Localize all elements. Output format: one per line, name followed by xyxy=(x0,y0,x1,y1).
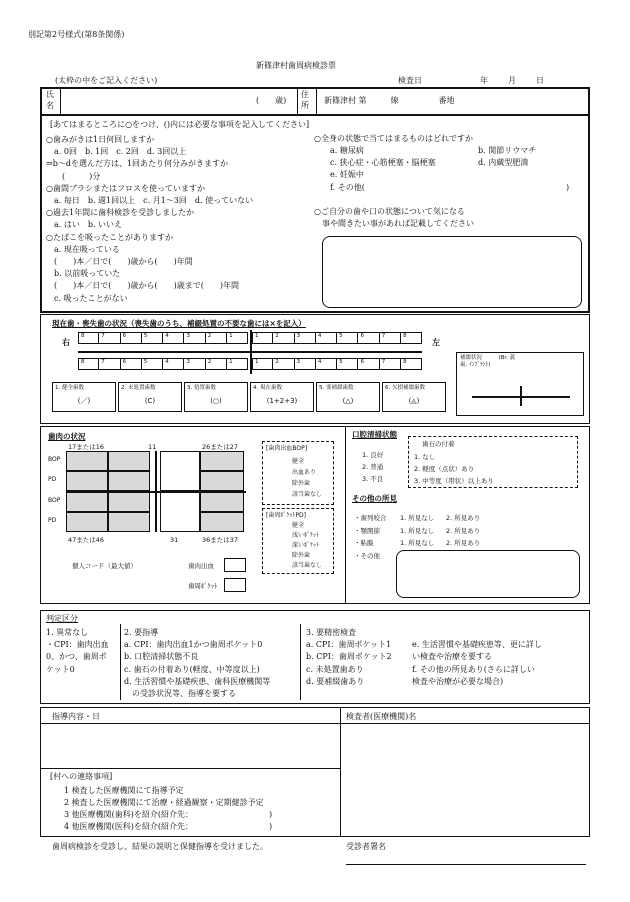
perio-cell-lr-pd[interactable] xyxy=(66,512,108,532)
judge-detail-e: e. 生活習慣や基礎疾患等、更に詳し xyxy=(412,640,542,650)
other-occlusion: ・歯列咬合 xyxy=(354,514,387,522)
perio-cell-ur2-bop[interactable] xyxy=(108,451,150,471)
perio-cell-ul-bop[interactable] xyxy=(200,451,244,471)
teeth-title: 現在歯・喪失歯の状況（喪失歯のうち、補綴処置の不要な歯には×を記入） xyxy=(52,319,306,328)
code-label: 個人コード（最大値） xyxy=(72,562,137,570)
tooth-ll-3[interactable]: 3 xyxy=(295,358,316,370)
tmj-present[interactable]: 2. 所見あり xyxy=(446,526,481,535)
legend-need-prosthesis-label: 5. 要補綴歯数 xyxy=(319,385,354,391)
tooth-ll-5[interactable]: 5 xyxy=(337,358,358,370)
perio-cell-lr2-pd[interactable] xyxy=(108,512,150,532)
exam-date-day: 日 xyxy=(536,76,544,85)
perio-cell-ur-pd[interactable] xyxy=(66,471,108,491)
judgement-frame xyxy=(40,610,590,703)
concern-textarea[interactable] xyxy=(322,236,582,308)
contact-2[interactable]: 2 検査した医療機関にて治療・経過観察・定期健診予定 xyxy=(64,798,264,807)
bop-item-healthy: 健全 xyxy=(292,458,305,465)
examiner-field[interactable] xyxy=(342,725,588,835)
tmj-none[interactable]: 1. 所見なし xyxy=(400,526,435,535)
name-label-2: 名 xyxy=(46,101,54,110)
tooth-ur-3[interactable]: 3 xyxy=(184,332,205,344)
signature-label: 受診者署名 xyxy=(346,842,386,851)
pd-legend-items xyxy=(292,521,322,571)
name-label-1: 氏 xyxy=(46,90,54,99)
other-title: その他の所見 xyxy=(352,494,397,503)
q-smoking-a-detail[interactable]: ( )本／日で( )歳から( )年間 xyxy=(46,257,193,267)
exam-divider xyxy=(345,426,346,604)
code-pocket-label: 歯周ﾎﾟｹｯﾄ xyxy=(188,582,218,590)
tooth-ur-1[interactable]: 1 xyxy=(227,332,248,344)
judge-detail[interactable]: 3. 要精密検査 xyxy=(306,628,357,637)
opt-diabetes[interactable]: a. 糖尿病 xyxy=(330,146,364,155)
q-smoking-b-detail[interactable]: ( )本／日で( )歳から( )歳まで( )年間 xyxy=(46,281,239,291)
perio-bottom-1: 47または46 xyxy=(68,536,105,544)
legend-need-prosthesis-sym: (△) xyxy=(342,396,354,405)
code-bleed-box[interactable] xyxy=(224,558,246,572)
consent-text: 歯周病検診を受診し、結果の説明と保健指導を受けました。 xyxy=(52,842,268,851)
perio-cell-ur-bop[interactable] xyxy=(66,451,108,471)
address-label-2: 所 xyxy=(301,101,309,110)
opt-other-close: ) xyxy=(566,183,570,192)
age-field[interactable]: ( 歳) xyxy=(256,96,287,105)
contact-1[interactable]: 1 検査した医療機関にて指導予定 xyxy=(64,786,184,795)
tooth-ur-2[interactable]: 2 xyxy=(206,332,227,344)
perio-bottom-3: 36または37 xyxy=(202,536,239,544)
perio-row-pd-upper: PD xyxy=(48,476,57,483)
exam-date-year: 年 xyxy=(480,76,488,85)
tooth-ur-8[interactable]: 8 xyxy=(78,332,99,344)
pd-item-healthy: 健全 xyxy=(292,522,305,529)
questionnaire-left xyxy=(46,134,253,305)
calculus-mild[interactable]: 2. 軽度（点状）あり xyxy=(414,465,475,473)
judge-detail-a: a. CPI：歯周ポケット1 xyxy=(306,640,392,650)
bop-item-bleeding: 出血あり xyxy=(292,469,317,476)
oral-normal[interactable]: 2. 普通 xyxy=(362,463,384,471)
legend-prosthesis[interactable] xyxy=(382,382,446,412)
tooth-lr-6[interactable]: 6 xyxy=(121,358,142,370)
bop-legend-title: [歯肉出血BOP] xyxy=(266,445,308,452)
q-smoking-c[interactable]: c. 吸ったことがない xyxy=(46,293,128,303)
tooth-ul-6[interactable]: 6 xyxy=(358,332,379,344)
prosthesis-label: 補綴状況 (Br. 義 歯. ｲﾝﾌﾟﾗﾝﾄ) xyxy=(460,355,516,368)
pd-item-none: 該当歯なし xyxy=(292,562,323,569)
judge-detail-b: b. CPI：歯周ポケット2 xyxy=(306,652,392,662)
legend-healthy-sym: (／) xyxy=(77,396,91,405)
guidance-field[interactable] xyxy=(42,725,338,765)
perio-cell-lr2-bop[interactable] xyxy=(108,492,150,512)
tooth-lr-3[interactable]: 3 xyxy=(184,358,205,370)
opt-other[interactable]: f. その他( xyxy=(330,183,365,192)
code-bleed-label: 歯肉出血 xyxy=(188,562,214,570)
judge-guidance[interactable]: 2. 要指導 xyxy=(124,628,159,637)
form-id: 別記第2号様式(第8条関係) xyxy=(28,30,125,39)
legend-treated[interactable] xyxy=(184,382,248,412)
tooth-ul-1[interactable]: 1 xyxy=(252,332,273,344)
calculus-moderate[interactable]: 3. 中等度（帯状）以上あり xyxy=(414,477,494,485)
legend-prosthesis-sym: (◬) xyxy=(408,396,420,405)
tooth-lr-1[interactable]: 1 xyxy=(227,358,248,370)
legend-need-prosthesis[interactable] xyxy=(316,382,380,412)
perio-row-pd-lower: PD xyxy=(48,517,57,524)
tooth-ul-5[interactable]: 5 xyxy=(337,332,358,344)
lower-right-teeth xyxy=(78,358,248,370)
tooth-ul-2[interactable]: 2 xyxy=(273,332,294,344)
q-minutes-field[interactable]: ( )分 xyxy=(46,171,101,181)
occlusion-present[interactable]: 2. 所見あり xyxy=(446,514,481,522)
guidance-title: 指導内容・日 xyxy=(52,712,100,721)
signature-line xyxy=(346,864,586,865)
perio-row-bop-upper: BOP xyxy=(48,456,61,463)
perio-top-3: 26または27 xyxy=(202,443,239,451)
perio-cell-lr-bop[interactable] xyxy=(66,492,108,512)
prosthesis-vline xyxy=(520,386,522,406)
other-mucosa: ・粘膜 xyxy=(354,539,374,547)
judge-guidance-d2: の受診状況等、指導を要する xyxy=(124,689,236,699)
bop-item-none: 該当歯なし xyxy=(292,491,323,498)
judge-guidance-d: d. 生活習慣や基礎疾患、歯科医療機関等 xyxy=(124,676,271,686)
pd-item-excluded: 除外歯 xyxy=(292,552,311,559)
oral-good[interactable]: 1. 良好 xyxy=(362,451,384,459)
tooth-ur-6[interactable]: 6 xyxy=(121,332,142,344)
oral-title: 口腔清掃状態 xyxy=(352,430,397,439)
judge-normal[interactable]: 1. 異常なし xyxy=(46,628,89,637)
tooth-lr-7[interactable]: 7 xyxy=(99,358,120,370)
legend-treated-sym: (○) xyxy=(210,396,222,405)
contact-4[interactable]: 4 他医療機関(医科)を紹介(紹介先： ) xyxy=(64,822,273,831)
name-field[interactable] xyxy=(62,89,262,113)
judge-guidance-b: b. 口腔清掃状態不良 xyxy=(124,652,199,662)
judge-detail-e2: い検査や治療を要する xyxy=(412,652,492,662)
perio-row-bop-lower: BOP xyxy=(48,497,61,504)
address-field[interactable]: 新篠津村 第 線 番地 xyxy=(324,96,455,105)
q-concern: ○ご自分の歯や口の状態について気になる xyxy=(314,207,465,216)
perio-cell-um[interactable] xyxy=(160,451,200,491)
legend-present[interactable] xyxy=(250,382,314,412)
lower-left-teeth xyxy=(252,358,422,370)
judge-guidance-a: a. CPI：歯肉出血1かつ歯周ポケット0 xyxy=(124,640,263,650)
calculus-items[interactable] xyxy=(414,451,494,487)
legend-untreated-sym: (C) xyxy=(144,396,156,405)
legend-healthy[interactable] xyxy=(52,382,116,412)
perio-cell-ll-pd[interactable] xyxy=(200,512,244,532)
opt-obesity[interactable]: d. 内蔵型肥満 xyxy=(478,158,529,167)
other-tmj: ・顎関節 xyxy=(354,526,380,535)
tooth-ur-4[interactable]: 4 xyxy=(163,332,184,344)
address-label-1: 住 xyxy=(301,90,309,99)
questionnaire-header: [あてはまるところに○をつけ、()内には必要な事項を記入してください] xyxy=(50,120,310,129)
tooth-ll-6[interactable]: 6 xyxy=(358,358,379,370)
judge-normal-2: 0、かつ、歯周ポ xyxy=(46,652,107,662)
occlusion-none[interactable]: 1. 所見なし xyxy=(400,514,435,522)
pd-item-deep: 深いﾎﾟｹｯﾄ xyxy=(292,542,320,549)
judge-normal-3: ケット0 xyxy=(46,664,75,674)
left-side-label: 左 xyxy=(432,338,440,347)
tooth-lr-2[interactable]: 2 xyxy=(206,358,227,370)
q-floss-options[interactable]: a. 毎日 b. 週1回以上 c. 月1〜3回 d. 使っていない xyxy=(46,196,254,206)
contact-title: [村への連絡事項] xyxy=(50,772,113,781)
q-checkup: ○過去1年間に歯科検診を受診しましたか xyxy=(46,208,195,218)
mucosa-present[interactable]: 2. 所見あり xyxy=(446,539,481,547)
legend-prosthesis-label: 6. 欠損補綴歯数 xyxy=(385,385,425,391)
judge-normal-1: ・CPI：歯肉出血 xyxy=(46,640,109,650)
upper-right-teeth xyxy=(78,332,248,344)
q-checkup-options[interactable]: a. はい b. いいえ xyxy=(46,220,123,230)
perio-cell-ll-bop[interactable] xyxy=(200,492,244,512)
legend-present-sym: (1+2+3) xyxy=(266,396,298,405)
bop-legend-items xyxy=(292,456,322,500)
tooth-ll-8[interactable]: 8 xyxy=(401,358,422,370)
perio-top-1: 17または16 xyxy=(68,443,105,451)
contact-3[interactable]: 3 他医療機関(歯科)を紹介(紹介先： ) xyxy=(64,810,273,819)
upper-left-teeth xyxy=(252,332,422,344)
tooth-ur-7[interactable]: 7 xyxy=(99,332,120,344)
pd-item-shallow: 浅いﾎﾟｹｯﾄ xyxy=(292,532,320,539)
contact-items[interactable] xyxy=(64,785,272,833)
other-v2[interactable] xyxy=(446,512,480,550)
tooth-ul-8[interactable]: 8 xyxy=(401,332,422,344)
exam-date-label: 検査日 xyxy=(398,76,422,85)
perio-cell-ul-pd[interactable] xyxy=(200,471,244,491)
perio-bottom-2: 31 xyxy=(170,536,179,544)
tooth-ul-7[interactable]: 7 xyxy=(380,332,401,344)
signature-field[interactable] xyxy=(346,850,586,864)
judge-detail-f2: 検査や治療が必要な場合) xyxy=(412,676,504,686)
exam-date-month: 月 xyxy=(508,76,516,85)
oral-poor[interactable]: 3. 不良 xyxy=(362,475,384,483)
q-concern-2: 事や聞きたい事があれば記載してください xyxy=(314,219,474,228)
opt-rheumatism[interactable]: b. 関節リウマチ xyxy=(478,146,537,155)
right-side-label: 右 xyxy=(62,338,70,347)
judgement-title: 判定区分 xyxy=(46,614,78,623)
q-smoking-a[interactable]: a. 現在吸っている xyxy=(46,244,120,254)
tooth-ll-1[interactable]: 1 xyxy=(252,358,273,370)
tooth-ur-5[interactable]: 5 xyxy=(142,332,163,344)
perio-title: 歯肉の状況 xyxy=(48,432,86,441)
tooth-lr-5[interactable]: 5 xyxy=(142,358,163,370)
tooth-lr-4[interactable]: 4 xyxy=(163,358,184,370)
q-floss: ○歯間ブラシまたはフロスを使っていますか xyxy=(46,183,205,193)
judge-detail-d: d. 要補綴歯あり xyxy=(306,676,365,686)
instruction: (太枠の中をご記入ください) xyxy=(55,76,158,85)
oral-items[interactable] xyxy=(362,449,383,485)
legend-healthy-label: 1. 健全歯数 xyxy=(55,385,84,391)
legend-untreated-label: 2. 未処置歯数 xyxy=(121,385,156,391)
tooth-ul-3[interactable]: 3 xyxy=(295,332,316,344)
code-pocket-box[interactable] xyxy=(224,578,246,592)
tooth-ll-2[interactable]: 2 xyxy=(273,358,294,370)
other-misc: ・その他 xyxy=(354,551,380,560)
examiner-label: 検査者(医療機関)名 xyxy=(346,712,417,721)
opt-pregnant[interactable]: e. 妊娠中 xyxy=(330,170,364,179)
tooth-ll-7[interactable]: 7 xyxy=(380,358,401,370)
perio-cell-lm[interactable] xyxy=(160,492,200,532)
legend-untreated[interactable] xyxy=(118,382,182,412)
perio-cell-ur2-pd[interactable] xyxy=(108,471,150,491)
other-labels xyxy=(354,512,387,562)
tooth-ul-4[interactable]: 4 xyxy=(316,332,337,344)
page-title: 新篠津村歯周病検診票 xyxy=(256,61,336,70)
calculus-title: 歯石の付着 xyxy=(422,440,455,448)
q-brushing-options[interactable]: a. 0回 b. 1回 c. 2回 d. 3回以上 xyxy=(46,147,187,157)
bop-item-excluded: 除外歯 xyxy=(292,480,311,487)
q-general-health: ○全身の状態で当てはまるものはどれですか xyxy=(314,134,473,143)
pd-legend-title: [歯周ﾎﾟｹｯﾄPD] xyxy=(266,512,306,519)
other-v1[interactable] xyxy=(400,512,434,550)
judge-guidance-c: c. 歯石の付着あり(軽度、中等度以上) xyxy=(124,664,260,674)
calculus-none[interactable]: 1. なし xyxy=(414,453,436,461)
opt-heart[interactable]: c. 狭心症・心筋梗塞・脳梗塞 xyxy=(330,158,436,167)
other-misc-field[interactable] xyxy=(396,550,580,598)
q-brushing: ○歯みがきは1日何回しますか xyxy=(46,135,155,144)
perio-mid-v xyxy=(155,451,157,532)
q-brushing-minutes: ⇒b〜dを選んだ方は、1回あたり何分みがきますか xyxy=(46,159,229,169)
perio-top-2: 11 xyxy=(148,443,157,451)
tooth-ll-4[interactable]: 4 xyxy=(316,358,337,370)
q-smoking: ○たばこを吸ったことがありますか xyxy=(46,232,173,242)
q-smoking-b[interactable]: b. 以前吸っていた xyxy=(46,269,121,279)
judge-detail-f: f. その他の所見あり(さらに詳しい xyxy=(412,664,535,674)
legend-present-label: 4. 現在歯数 xyxy=(253,385,282,391)
midline xyxy=(250,330,252,374)
tooth-lr-8[interactable]: 8 xyxy=(78,358,99,370)
mucosa-none[interactable]: 1. 所見なし xyxy=(400,539,435,547)
legend-treated-label: 3. 処置歯数 xyxy=(187,385,216,391)
judge-detail-c: c. 未処置歯あり xyxy=(306,664,364,674)
